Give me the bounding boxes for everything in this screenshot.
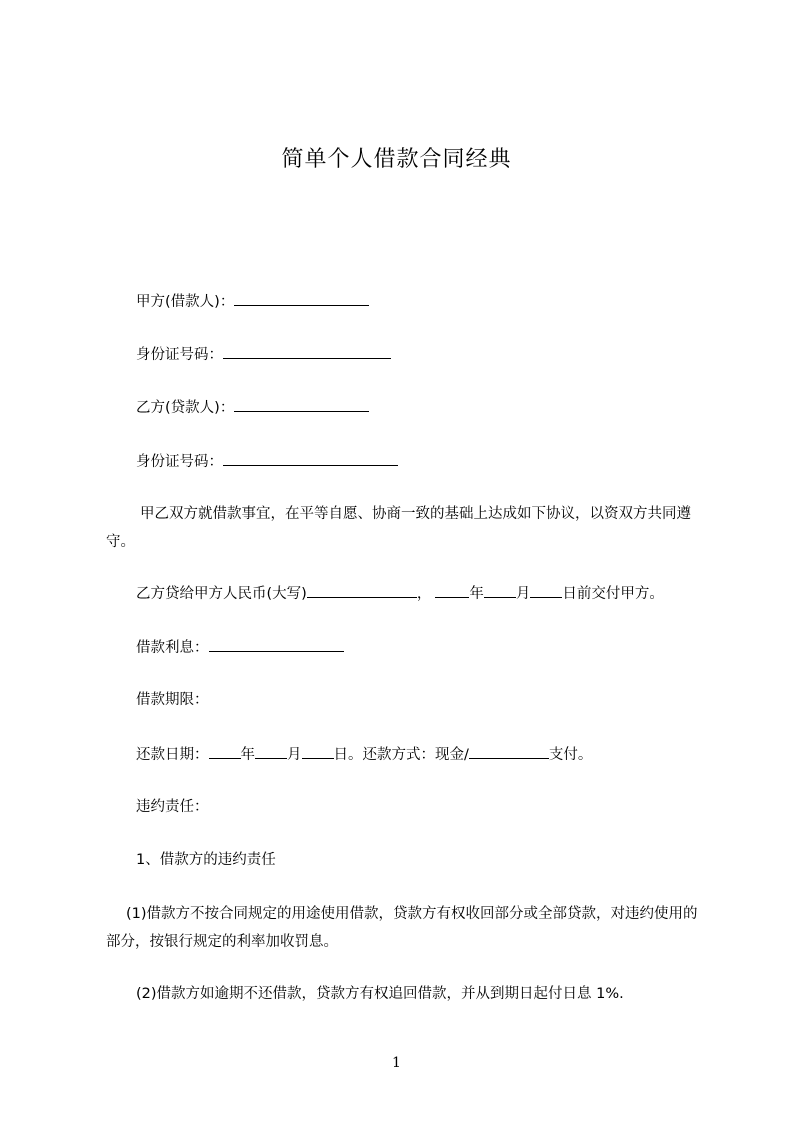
- interest-line: [136, 637, 344, 658]
- interest-label: 借款利息：: [136, 640, 209, 656]
- repay-line: [136, 744, 592, 765]
- term-line: [136, 690, 209, 710]
- repay-month-blank[interactable]: [255, 744, 287, 759]
- loan-suffix: 日前交付甲方。: [562, 586, 664, 602]
- loan-line: [136, 583, 664, 604]
- breach-label: 违约责任：: [136, 799, 209, 815]
- party-a-label: 甲方(借款人)：: [136, 294, 235, 310]
- loan-year-blank[interactable]: [435, 583, 469, 598]
- clause-1: 1、借款方的违约责任: [136, 852, 276, 868]
- loan-month: 月: [515, 586, 531, 602]
- term-label: 借款期限：: [136, 692, 209, 708]
- clause-1-2: (2)借款方如逾期不还借款，贷款方有权追回借款，并从到期日起付日息 1%.: [136, 986, 624, 1002]
- loan-year: 年: [469, 586, 484, 602]
- loan-prefix: 乙方贷给甲方人民币(大写): [136, 586, 307, 602]
- id-label-2: 身份证号码：: [136, 454, 223, 470]
- repay-prefix: 还款日期：: [136, 747, 209, 763]
- loan-day-blank[interactable]: [530, 583, 562, 598]
- interest-blank[interactable]: [209, 637, 344, 652]
- party-a-blank[interactable]: [234, 291, 369, 306]
- repay-year: 年: [240, 747, 255, 763]
- repay-method: 日。还款方式：现金/: [333, 747, 469, 763]
- id-line-1: [136, 344, 391, 365]
- party-b-blank[interactable]: [234, 397, 369, 412]
- intro-paragraph: 甲乙双方就借款事宜，在平等自愿、协商一致的基础上达成如下协议，以资双方共同遵守。: [106, 506, 691, 550]
- repay-year-blank[interactable]: [209, 744, 241, 759]
- id-blank-2[interactable]: [223, 451, 398, 466]
- party-a-line: [136, 291, 369, 312]
- repay-month: 月: [287, 747, 302, 763]
- clause-1-1: (1)借款方不按合同规定的用途使用借款，贷款方有权收回部分或全部贷款，对违约使用的部分，按银行规定的利率加收罚息。: [106, 906, 698, 950]
- repay-day-blank[interactable]: [302, 744, 334, 759]
- repay-method-blank[interactable]: [469, 744, 549, 759]
- repay-suffix: 支付。: [548, 747, 593, 763]
- page-number: 1: [392, 1055, 401, 1071]
- id-label-1: 身份证号码：: [136, 347, 223, 363]
- id-blank-1[interactable]: [223, 344, 391, 359]
- loan-sep: ，: [416, 586, 432, 602]
- id-line-2: [136, 451, 398, 472]
- loan-month-blank[interactable]: [484, 583, 516, 598]
- loan-amount-blank[interactable]: [307, 583, 417, 598]
- breach-line: [136, 797, 209, 817]
- party-b-label: 乙方(贷款人)：: [136, 400, 235, 416]
- party-b-line: [136, 397, 369, 418]
- document-title: 简单个人借款合同经典: [281, 147, 512, 172]
